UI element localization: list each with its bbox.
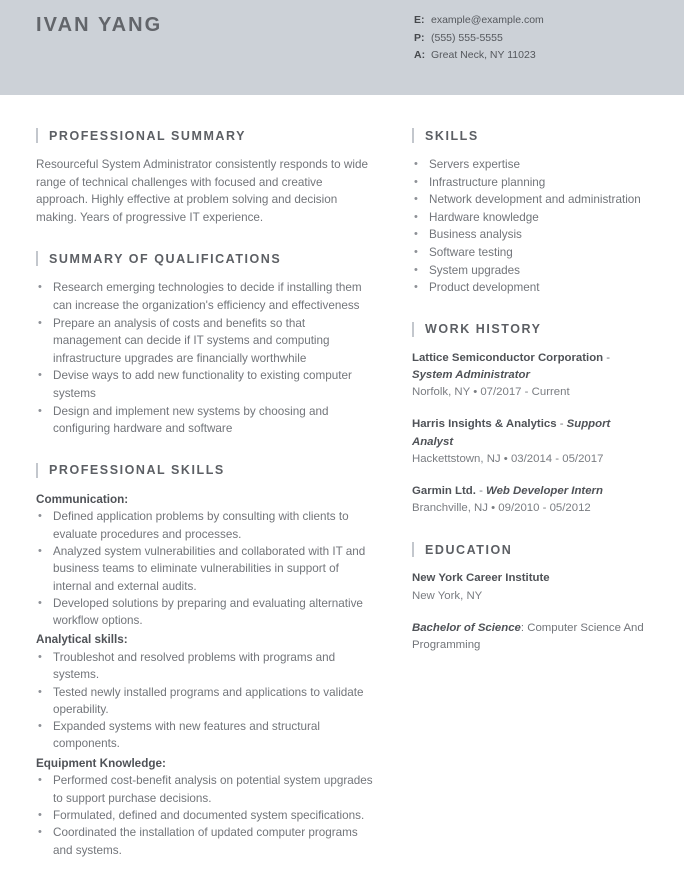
list-item: • Product development — [412, 279, 650, 297]
list-item: • Formulated, defined and documented system specifications. — [36, 807, 376, 824]
section-title-skills: SKILLS — [425, 128, 479, 143]
work-history-entry — [412, 350, 650, 402]
accent-bar-icon — [36, 128, 38, 143]
list-item: • Hardware knowledge — [412, 209, 650, 227]
job-heading — [412, 416, 650, 450]
section-heading — [36, 128, 376, 143]
skills-list-equipment — [36, 772, 376, 858]
work-history-entry — [412, 416, 650, 468]
education-school: New York Career Institute — [412, 572, 550, 585]
education-degree-block — [412, 620, 650, 654]
list-item: • Developed solutions by preparing and evaluating alternative workflow options. — [36, 595, 376, 630]
accent-bar-icon — [412, 128, 414, 143]
accent-bar-icon — [36, 251, 38, 266]
education-degree-line — [412, 620, 650, 654]
job-meta: Branchville, NJ • 09/2010 - 05/2012 — [412, 502, 591, 515]
list-item: • Network development and administration — [412, 191, 650, 209]
left-column — [36, 128, 376, 859]
accent-bar-icon — [412, 322, 414, 337]
skills-subhead-equipment: Equipment Knowledge: — [36, 756, 166, 770]
list-item: • Expanded systems with new features and structural components. — [36, 718, 376, 753]
section-professional-summary — [36, 128, 376, 226]
list-item: • Devise ways to add new functionality to existing computer systems — [36, 367, 376, 402]
list-item: • Tested newly installed programs and applications to validate operability. — [36, 684, 376, 719]
skills-list — [412, 156, 650, 297]
list-item: • System upgrades — [412, 262, 650, 280]
section-summary-of-qualifications — [36, 251, 376, 437]
list-item: • Troubleshot and resolved problems with programs and systems. — [36, 649, 376, 684]
section-heading — [36, 463, 376, 478]
job-meta: Norfolk, NY • 07/2017 - Current — [412, 386, 570, 399]
job-company: Garmin Ltd. — [412, 484, 476, 497]
education-location: New York, NY — [412, 589, 483, 602]
candidate-name: IVAN YANG — [36, 14, 163, 36]
job-meta: Hackettstown, NJ • 03/2014 - 05/2017 — [412, 452, 604, 465]
education-school-block — [412, 570, 650, 604]
job-title: System Administrator — [412, 368, 530, 381]
section-title-work-history: WORK HISTORY — [425, 322, 542, 337]
education-degree-detail: : Computer Science And Programming — [412, 621, 644, 651]
list-item: • Research emerging technologies to decide if installing them can increase the organization's efficiency and effectiveness — [36, 279, 376, 314]
section-title-education: EDUCATION — [425, 542, 513, 557]
job-separator: - — [475, 484, 487, 497]
list-item: • Defined application problems by consulting with clients to evaluate procedures and processes. — [36, 508, 376, 543]
qualifications-list — [36, 279, 376, 437]
section-education — [412, 542, 650, 654]
skills-list-analytical — [36, 649, 376, 753]
job-company: Harris Insights & Analytics — [412, 418, 557, 431]
job-separator: - — [603, 351, 611, 364]
contact-label-phone: P: — [414, 31, 425, 44]
list-item: • Prepare an analysis of costs and benefits so that management can decide if IT systems and computing infrastructure upgrades are financially worthwhile — [36, 315, 376, 368]
section-heading — [412, 542, 650, 557]
list-item: • Software testing — [412, 244, 650, 262]
contact-label-email: E: — [414, 14, 425, 26]
professional-summary-text: Resourceful System Administrator consistently responds to wide range of technical challenges with focused and creative approach. Highly effective at problem solving and decision making. Years of progressive IT experience. — [36, 158, 368, 224]
job-heading — [412, 350, 650, 384]
accent-bar-icon — [412, 542, 414, 557]
job-separator: - — [556, 418, 567, 431]
section-work-history — [412, 322, 650, 518]
list-item: • Infrastructure planning — [412, 174, 650, 192]
list-item: • Performed cost-benefit analysis on potential system upgrades to support purchase decisions. — [36, 772, 376, 807]
skills-list-communication — [36, 508, 376, 629]
skills-subhead-communication: Communication: — [36, 492, 129, 506]
list-item: • Analyzed system vulnerabilities and collaborated with IT and business teams to eliminate vulnerabilities in support of internal and external audits. — [36, 543, 376, 595]
section-title-summary-of-qualifications: SUMMARY OF QUALIFICATIONS — [49, 251, 282, 266]
list-item: • Coordinated the installation of updated computer programs and systems. — [36, 824, 376, 859]
education-degree: Bachelor of Science — [412, 621, 521, 634]
job-title: Web Developer Intern — [486, 484, 603, 497]
section-heading — [36, 251, 376, 266]
section-professional-skills — [36, 463, 376, 859]
skills-subhead-analytical: Analytical skills: — [36, 633, 128, 647]
section-title-professional-summary: PROFESSIONAL SUMMARY — [49, 128, 246, 143]
job-company: Lattice Semiconductor Corporation — [412, 351, 604, 364]
section-heading — [412, 322, 650, 337]
right-column — [412, 128, 650, 654]
section-heading — [412, 128, 650, 143]
list-item: • Business analysis — [412, 226, 650, 244]
job-title: Support Analyst — [412, 418, 611, 448]
contact-label-address: A: — [414, 49, 426, 61]
contact-value-email: example@example.com — [431, 14, 544, 26]
section-title-professional-skills: PROFESSIONAL SKILLS — [49, 463, 225, 478]
contact-row-phone — [414, 30, 544, 48]
list-item: • Servers expertise — [412, 156, 650, 174]
contact-value-phone: (555) 555-5555 — [431, 31, 503, 44]
resume-header — [0, 0, 684, 95]
contact-block — [414, 12, 544, 65]
contact-row-email — [414, 12, 544, 30]
list-item: • Design and implement new systems by choosing and configuring hardware and software — [36, 403, 376, 438]
job-heading — [412, 483, 650, 500]
contact-value-address: Great Neck, NY 11023 — [431, 49, 536, 61]
contact-row-address — [414, 47, 544, 65]
section-skills — [412, 128, 650, 297]
work-history-entry — [412, 483, 650, 517]
accent-bar-icon — [36, 463, 38, 478]
